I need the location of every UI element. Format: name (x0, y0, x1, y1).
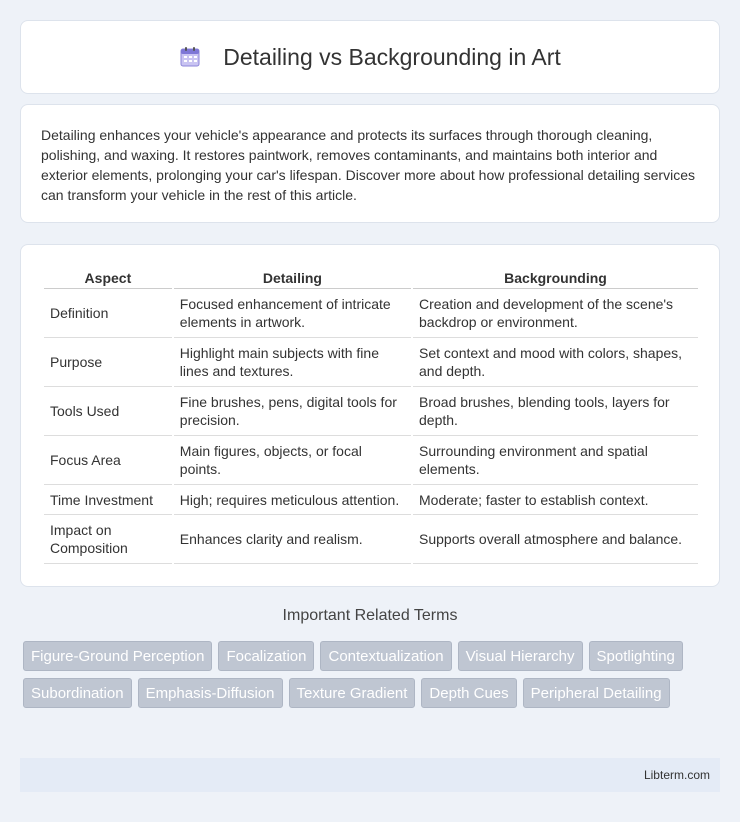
table-row (44, 485, 698, 515)
cell-detailing: Fine brushes, pens, digital tools for precision. (174, 387, 411, 436)
intro-text: Detailing enhances your vehicle's appearance and protects its surfaces through thorough cleaning, polishing, and waxing. It restores paintwork, removes contaminants, and maintains both interior and exterior elements, prolonging your car's lifespan. Discover more about how professional detailing services can transform your vehicle in the rest of this article. (41, 127, 695, 203)
comparison-table (42, 265, 700, 564)
header-backgrounding: Backgrounding (413, 265, 698, 289)
table-row (44, 515, 698, 564)
table-row (44, 387, 698, 436)
related-terms-title: Important Related Terms (282, 607, 458, 624)
cell-aspect: Tools Used (44, 387, 172, 436)
cell-aspect: Purpose (44, 338, 172, 387)
cell-aspect: Definition (44, 289, 172, 338)
cell-aspect: Focus Area (44, 436, 172, 485)
table-row (44, 436, 698, 485)
cell-detailing: Main figures, objects, or focal points. (174, 436, 411, 485)
calendar-icon (179, 46, 201, 68)
cell-detailing: Enhances clarity and realism. (174, 515, 411, 564)
cell-backgrounding: Creation and development of the scene's backdrop or environment. (413, 289, 698, 338)
term-tag[interactable]: Subordination (23, 678, 132, 708)
term-tag[interactable]: Focalization (218, 641, 314, 671)
term-tag[interactable]: Spotlighting (589, 641, 683, 671)
related-terms-list (23, 641, 723, 708)
footer (20, 758, 720, 792)
term-tag[interactable]: Emphasis-Diffusion (138, 678, 283, 708)
cell-backgrounding: Surrounding environment and spatial elements. (413, 436, 698, 485)
term-tag[interactable]: Figure-Ground Perception (23, 641, 212, 671)
footer-link[interactable]: Libterm.com (643, 768, 710, 782)
term-tag[interactable]: Peripheral Detailing (523, 678, 670, 708)
term-tag[interactable]: Visual Hierarchy (458, 641, 583, 671)
page-title: Detailing vs Backgrounding in Art (223, 43, 561, 70)
cell-backgrounding: Moderate; faster to establish context. (413, 485, 698, 515)
cell-backgrounding: Set context and mood with colors, shapes, and depth. (413, 338, 698, 387)
intro-card (20, 104, 720, 223)
term-tag[interactable]: Depth Cues (421, 678, 516, 708)
header-card (20, 20, 720, 94)
cell-detailing: High; requires meticulous attention. (174, 485, 411, 515)
term-tag[interactable]: Contextualization (320, 641, 451, 671)
cell-backgrounding: Broad brushes, blending tools, layers for depth. (413, 387, 698, 436)
table-row (44, 289, 698, 338)
cell-detailing: Highlight main subjects with fine lines and textures. (174, 338, 411, 387)
cell-aspect: Impact on Composition (44, 515, 172, 564)
cell-aspect: Time Investment (44, 485, 172, 515)
cell-detailing: Focused enhancement of intricate elements in artwork. (174, 289, 411, 338)
header-aspect: Aspect (44, 265, 172, 289)
header-detailing: Detailing (174, 265, 411, 289)
comparison-card (20, 244, 720, 587)
cell-backgrounding: Supports overall atmosphere and balance. (413, 515, 698, 564)
term-tag[interactable]: Texture Gradient (289, 678, 416, 708)
table-row (44, 338, 698, 387)
